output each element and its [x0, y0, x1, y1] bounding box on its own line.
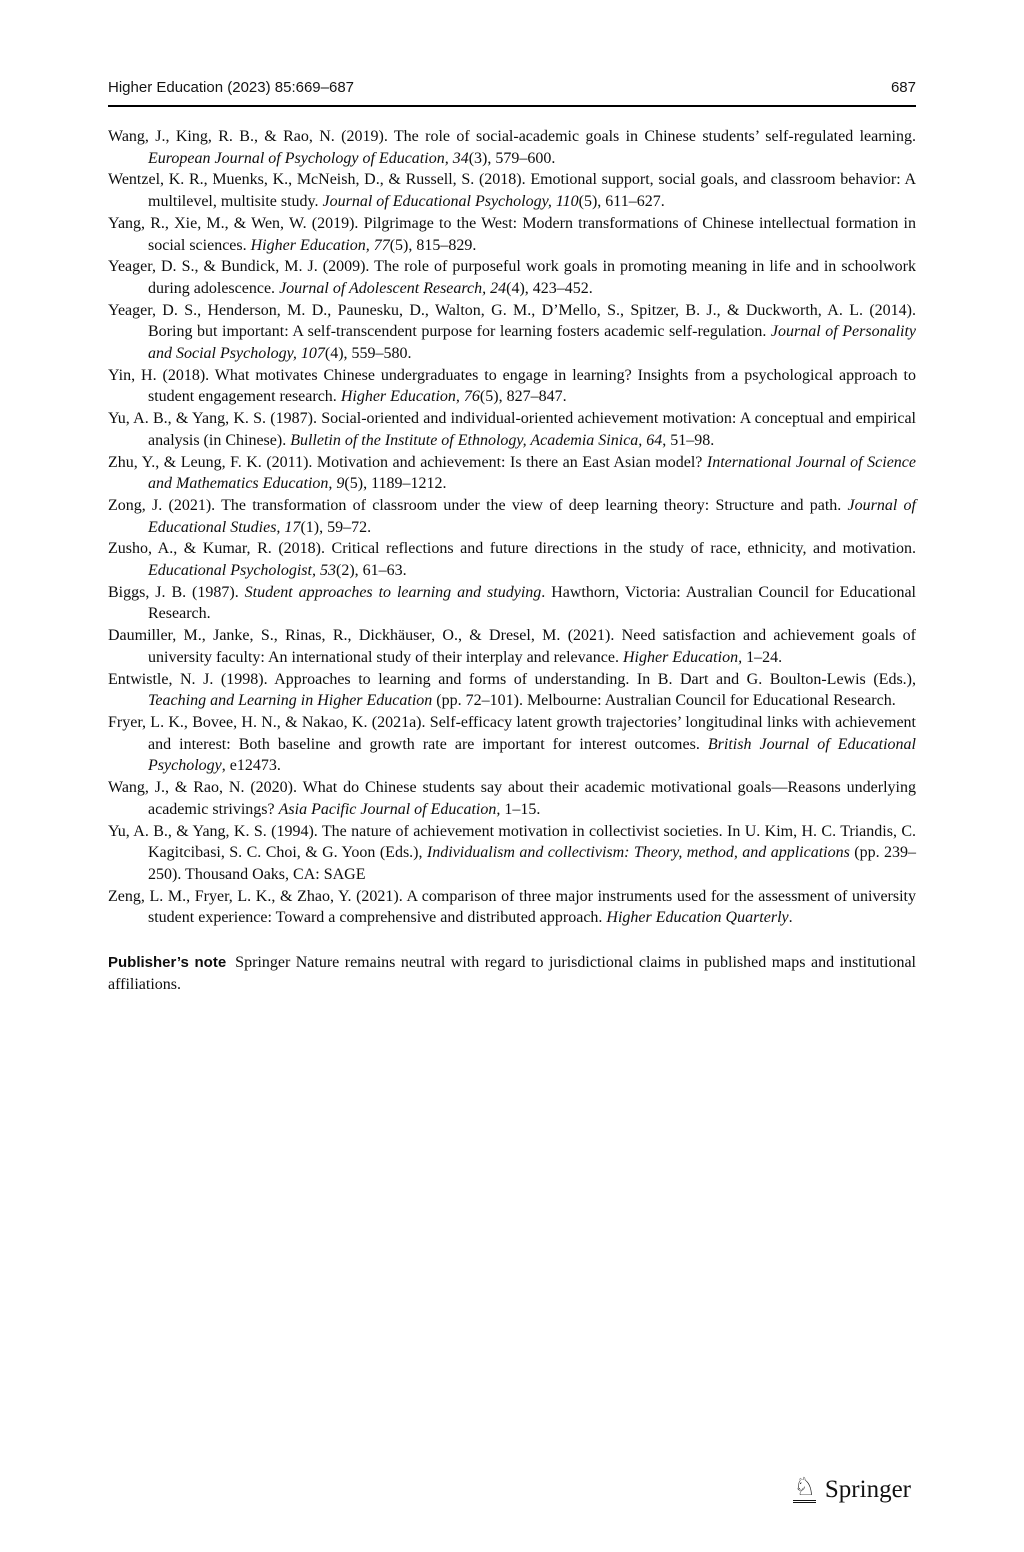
- reference-source-italic: Journal of Educational Psychology, 110: [322, 193, 579, 211]
- reference-text: (1), 59–72.: [300, 518, 372, 536]
- reference-text: (4), 559–580.: [324, 345, 412, 363]
- reference-source-italic: Journal of Adolescent Research, 24: [279, 279, 507, 297]
- journal-citation-header: Higher Education (2023) 85:669–687: [108, 79, 355, 96]
- reference-item: [108, 213, 916, 256]
- reference-text: Zeng, L. M., Fryer, L. K., & Zhao, Y. (2021). A comparison of three major instruments used for the assessment of university student experience: Toward a comprehensive and distributed approach.: [108, 887, 916, 927]
- reference-item: [108, 886, 916, 929]
- reference-item: [108, 495, 916, 538]
- reference-text: Yeager, D. S., Henderson, M. D., Paunesku, D., Walton, G. M., D’Mello, S., Spitzer, B. J., & Duckworth, A. L. (2014). Boring but important: A self-transcendent purpose for learning fosters academic self-regulation.: [108, 301, 916, 341]
- reference-text: Wang, J., King, R. B., & Rao, N. (2019). The role of social-academic goals in Chinese students’ self-regulated learning.: [108, 128, 916, 145]
- reference-item: [108, 452, 916, 495]
- reference-source-italic: Individualism and collectivism: Theory, method, and applications: [426, 844, 850, 862]
- reference-source-italic: Higher Education Quarterly: [606, 909, 789, 927]
- reference-text: (5), 827–847.: [479, 388, 567, 406]
- reference-text: (2), 61–63.: [335, 562, 407, 580]
- reference-item: [108, 582, 916, 625]
- publisher-note-text: Springer Nature remains neutral with regard to jurisdictional claims in published maps and institutional affiliations.: [108, 954, 916, 993]
- reference-item: [108, 669, 916, 712]
- reference-text: (5), 815–829.: [389, 236, 477, 254]
- reference-text: (5), 1189–1212.: [344, 475, 447, 493]
- reference-text: Yeager, D. S., & Bundick, M. J. (2009). The role of purposeful work goals in promoting meaning in life and in schoolwork during adolescence.: [108, 258, 916, 297]
- reference-source-italic: Higher Education, 77: [250, 236, 390, 254]
- reference-text: Zusho, A., & Kumar, R. (2018). Critical reflections and future directions in the study of race, ethnicity, and motivation.: [108, 540, 916, 558]
- reference-item: [108, 365, 916, 408]
- springer-logo: [793, 1474, 911, 1503]
- references-list: [108, 126, 916, 929]
- reference-source-italic: Journal of Educational Studies, 17: [148, 496, 916, 536]
- reference-source-italic: Teaching and Learning in Higher Education: [148, 692, 433, 710]
- reference-source-italic: Educational Psychologist, 53: [148, 562, 336, 580]
- reference-text: . Hawthorn, Victoria: Australian Council for Educational Research.: [148, 583, 917, 623]
- reference-item: [108, 538, 916, 581]
- reference-text: Yu, A. B., & Yang, K. S. (1994). The nature of achievement motivation in collectivist societies. In U. Kim, H. C. Triandis, C. Kagitcibasi, S. C. Choi, & G. Yoon (Eds.),: [108, 822, 916, 862]
- reference-text: (pp. 239–250). Thousand Oaks, CA: SAGE: [148, 844, 916, 883]
- reference-text: Daumiller, M., Janke, S., Rinas, R., Dickhäuser, O., & Dresel, M. (2021). Need satisfaction and achievement goals of university faculty: An international study of their interplay and relevance.: [108, 627, 916, 666]
- reference-source-italic: Student approaches to learning and studying: [244, 583, 542, 601]
- reference-source-italic: Asia Pacific Journal of Education,: [278, 800, 501, 818]
- reference-item: [108, 712, 916, 777]
- reference-text: Biggs, J. B. (1987).: [108, 583, 245, 601]
- reference-text: Yang, R., Xie, M., & Wen, W. (2019). Pilgrimage to the West: Modern transformations of Chinese intellectual formation in social sciences.: [108, 214, 916, 254]
- page-content: [108, 126, 916, 995]
- reference-source-italic: British Journal of Educational Psychology: [148, 735, 916, 775]
- reference-item: [108, 300, 916, 365]
- reference-text: (4), 423–452.: [506, 279, 593, 297]
- reference-item: [108, 408, 916, 451]
- reference-source-italic: European Journal of Psychology of Education, 34: [148, 149, 469, 167]
- page-number: 687: [890, 79, 916, 96]
- reference-text: (5), 611–627.: [578, 193, 665, 211]
- reference-text: Zong, J. (2021). The transformation of classroom under the view of deep learning theory: Structure and path.: [108, 496, 848, 514]
- springer-wordmark: Springer: [824, 1475, 911, 1503]
- reference-item: [108, 777, 916, 820]
- reference-text: Wang, J., & Rao, N. (2020). What do Chinese students say about their academic motivational goals—Reasons underlying academic strivings?: [108, 779, 916, 818]
- reference-text: Yin, H. (2018). What motivates Chinese undergraduates to engage in learning? Insights from a psychological approach to student engagement research.: [108, 366, 916, 406]
- reference-text: Zhu, Y., & Leung, F. K. (2011). Motivation and achievement: Is there an East Asian model?: [108, 453, 707, 471]
- reference-source-italic: Bulletin of the Institute of Ethnology, Academia Sinica, 64: [290, 431, 663, 449]
- page-header: [108, 79, 916, 107]
- reference-text: Entwistle, N. J. (1998). Approaches to learning and forms of understanding. In B. Dart and G. Boulton-Lewis (Eds.),: [108, 670, 916, 688]
- reference-text: .: [788, 909, 793, 927]
- reference-item: [108, 169, 916, 212]
- reference-item: [108, 821, 916, 886]
- reference-text: , 51–98.: [662, 431, 715, 449]
- reference-text: (3), 579–600.: [468, 149, 556, 167]
- reference-source-italic: Higher Education, 76: [340, 388, 480, 406]
- reference-text: Fryer, L. K., Bovee, H. N., & Nakao, K. (2021a). Self-efficacy latent growth trajectories’ longitudinal links with achievement and interest: Both baseline and growth rate are important for interest outcomes.: [108, 713, 916, 753]
- reference-text: (pp. 72–101). Melbourne: Australian Council for Educational Research.: [432, 692, 896, 710]
- reference-text: Yu, A. B., & Yang, K. S. (1987). Social-oriented and individual-oriented achievement motivation: A conceptual and empirical analysis (in Chinese).: [108, 410, 916, 449]
- publisher-note-label: Publisher’s note: [108, 954, 227, 972]
- reference-text: , e12473.: [221, 757, 281, 775]
- reference-item: [108, 625, 916, 668]
- reference-text: Wentzel, K. R., Muenks, K., McNeish, D., & Russell, S. (2018). Emotional support, social goals, and classroom behavior: A multilevel, multisite study.: [108, 171, 916, 211]
- reference-item: [108, 126, 916, 169]
- reference-item: [108, 256, 916, 299]
- reference-source-italic: Higher Education,: [622, 648, 743, 666]
- publisher-note: [108, 952, 916, 995]
- reference-source-italic: International Journal of Science and Mathematics Education, 9: [148, 453, 916, 493]
- reference-source-italic: Journal of Personality and Social Psychology, 107: [148, 323, 916, 363]
- springer-knight-icon: ♘: [793, 1472, 816, 1501]
- reference-text: 1–15.: [500, 800, 541, 818]
- reference-text: 1–24.: [742, 648, 783, 666]
